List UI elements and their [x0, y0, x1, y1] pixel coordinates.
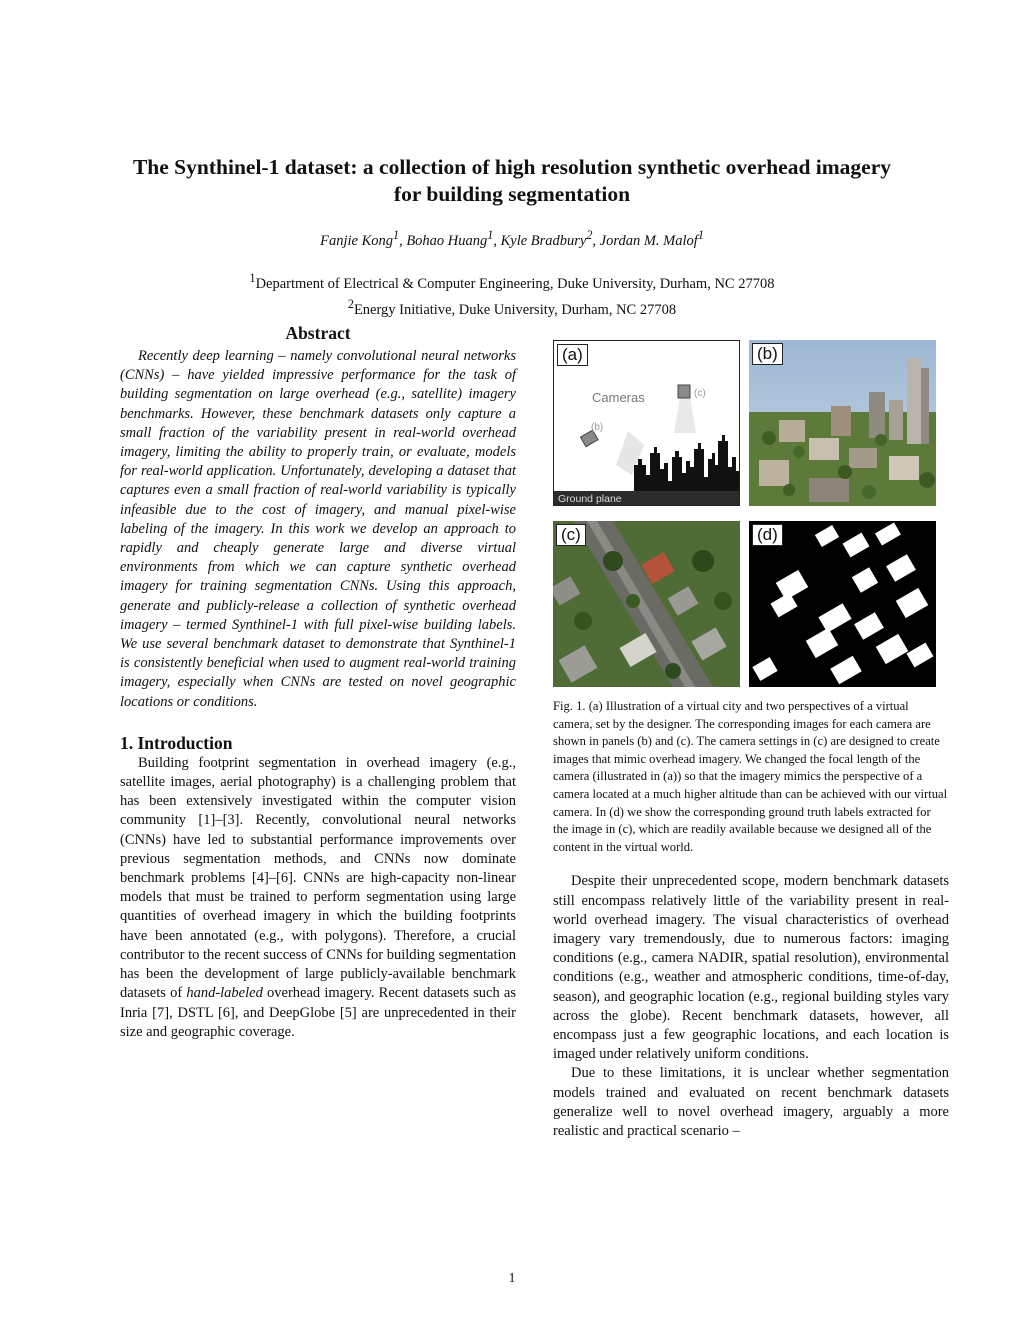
introduction-heading: 1. Introduction [120, 732, 233, 753]
author: Kyle Bradbury$^2$ [500, 228, 593, 249]
right-column [553, 340, 949, 1141]
figure-caption: Fig. 1. (a) Illustration of a virtual city and two perspectives of a virtual camera, set by the designer. The corresponding images for each camera are shown in panels (b) and (c). The camera settings in (c) are designed to create images that mimic overhead imagery. We changed the focal length of the camera (illustrated in (a)) so that the imagery mimics the perspective of a camera located at a much higher altitude than can be achieved with our virtual camera. In (d) we show the corresponding ground truth labels extracted for the image in (c), which are readily available because we designed all of the content in the virtual world. [553, 699, 948, 854]
author-list: Fanjie Kong$^1$, Bohao Huang$^1$, Kyle Bradbury$^2$, Jordan M. Malof$^1$ [320, 228, 704, 249]
panel-c-overhead-image [553, 521, 740, 687]
panel-d-ground-truth [749, 521, 936, 687]
author: Jordan M. Malof$^1$ [599, 228, 704, 249]
panel-d-label: (d) [752, 524, 783, 546]
affiliation-line: $^1$Department of Electrical & Computer Engineering, Duke University, Durham, NC 27708 [249, 271, 775, 292]
abstract-text: Recently deep learning – namely convolutional neural networks (CNNs) – have yielded impressive performance for the task of building segmentation on large overhead (e.g., satellite) imagery benchmarks. However, these benchmark datasets only capture a small fraction of the variability present in real-world overhead imagery, limiting the ability to properly train, or evaluate, models for real-world application. Unfortunately, developing a dataset that captures even a small fraction of real-world variability is typically infeasible due to the cost of imagery, and manual pixel-wise labeling of the imagery. In this work we develop an approach to rapidly and cheaply generate large and diverse virtual environments from which we can capture synthetic overhead imagery for training segmentation CNNs. Using this approach, generate and publicly-release a collection of synthetic overhead imagery – termed Synthinel-1 with full pixel-wise building labels. We use several benchmark dataset to demonstrate that Synthinel-1 is consistently beneficial when used to augment real-world training imagery, especially when CNNs are tested on novel geographic locations or conditions. [120, 348, 516, 710]
ground-plane-label: Ground plane [558, 493, 622, 505]
body-paragraph: Due to these limitations, it is unclear whether segmentation models trained and evaluated on recent benchmark datasets generalize well to novel overhead imagery, arguably a more realistic and practical scenario – [553, 1065, 949, 1139]
city-skyline [634, 435, 740, 493]
body-paragraph: Despite their unprecedented scope, modern benchmark datasets still encompass relatively little of the variability present in real-world overhead imagery. The visual characteristics of overhead imagery vary tremendously, due to numerous factors: imaging conditions (e.g., camera NADIR, spatial resolution), environmental conditions (e.g., weather and atmospheric conditions, time-of-day, season), and geographic location (e.g., regional building styles vary across the globe). Recent benchmark datasets, however, all encompass just a few geographic locations, and each location is imaged under relatively uniform conditions. [553, 873, 949, 1063]
panel-a-illustration [553, 340, 740, 506]
panel-b-label: (b) [752, 343, 783, 365]
cameras-label: Cameras [592, 390, 645, 405]
page-number: 1 [508, 1271, 516, 1286]
camera-b-label: (b) [591, 422, 604, 433]
paper-title: The Synthinel-1 dataset: a collection of high resolution synthetic overhead imagery for building segmentation [132, 155, 892, 206]
introduction-paragraph: Building footprint segmentation in overhead imagery (e.g., satellite images, aerial photography) is a challenging problem that has been extensively investigated within the computer vision community [1]–[3]. Recently, convolutional neural networks (CNNs) have led to substantial performance improvements over previous segmentation methods, and CNNs now dominate benchmark problems [4]–[6]. CNNs are high-capacity non-linear models that must be trained to perform segmentation using large quantities of overhead imagery in which the building footprints have been annotated (e.g., with polygons). Therefore, a crucial contributor to the recent success of CNNs for building segmentation has been the development of large publicly-available benchmark datasets of hand-labeled overhead imagery. Recent datasets such as Inria [7], DSTL [6], and DeepGlobe [5] are unprecedented in their size and geographic coverage. [120, 754, 516, 1040]
panel-b-perspective-image [749, 340, 936, 506]
author: Bohao Huang$^1$ [406, 228, 494, 249]
author: Fanjie Kong$^1$ [320, 228, 400, 249]
panel-a-label: (a) [557, 344, 588, 366]
emphasis: hand-labeled [186, 985, 263, 1002]
panel-c-label: (c) [556, 524, 586, 546]
affiliations [120, 268, 904, 320]
abstract-heading: Abstract [285, 323, 351, 343]
camera-c-icon [678, 385, 690, 398]
camera-c-label: (c) [694, 388, 706, 399]
right-body [553, 872, 949, 1141]
figure-1 [553, 340, 943, 688]
affiliation-line: $^2$Energy Initiative, Duke University, Durham, NC 27708 [347, 296, 677, 318]
left-column [120, 322, 516, 1042]
